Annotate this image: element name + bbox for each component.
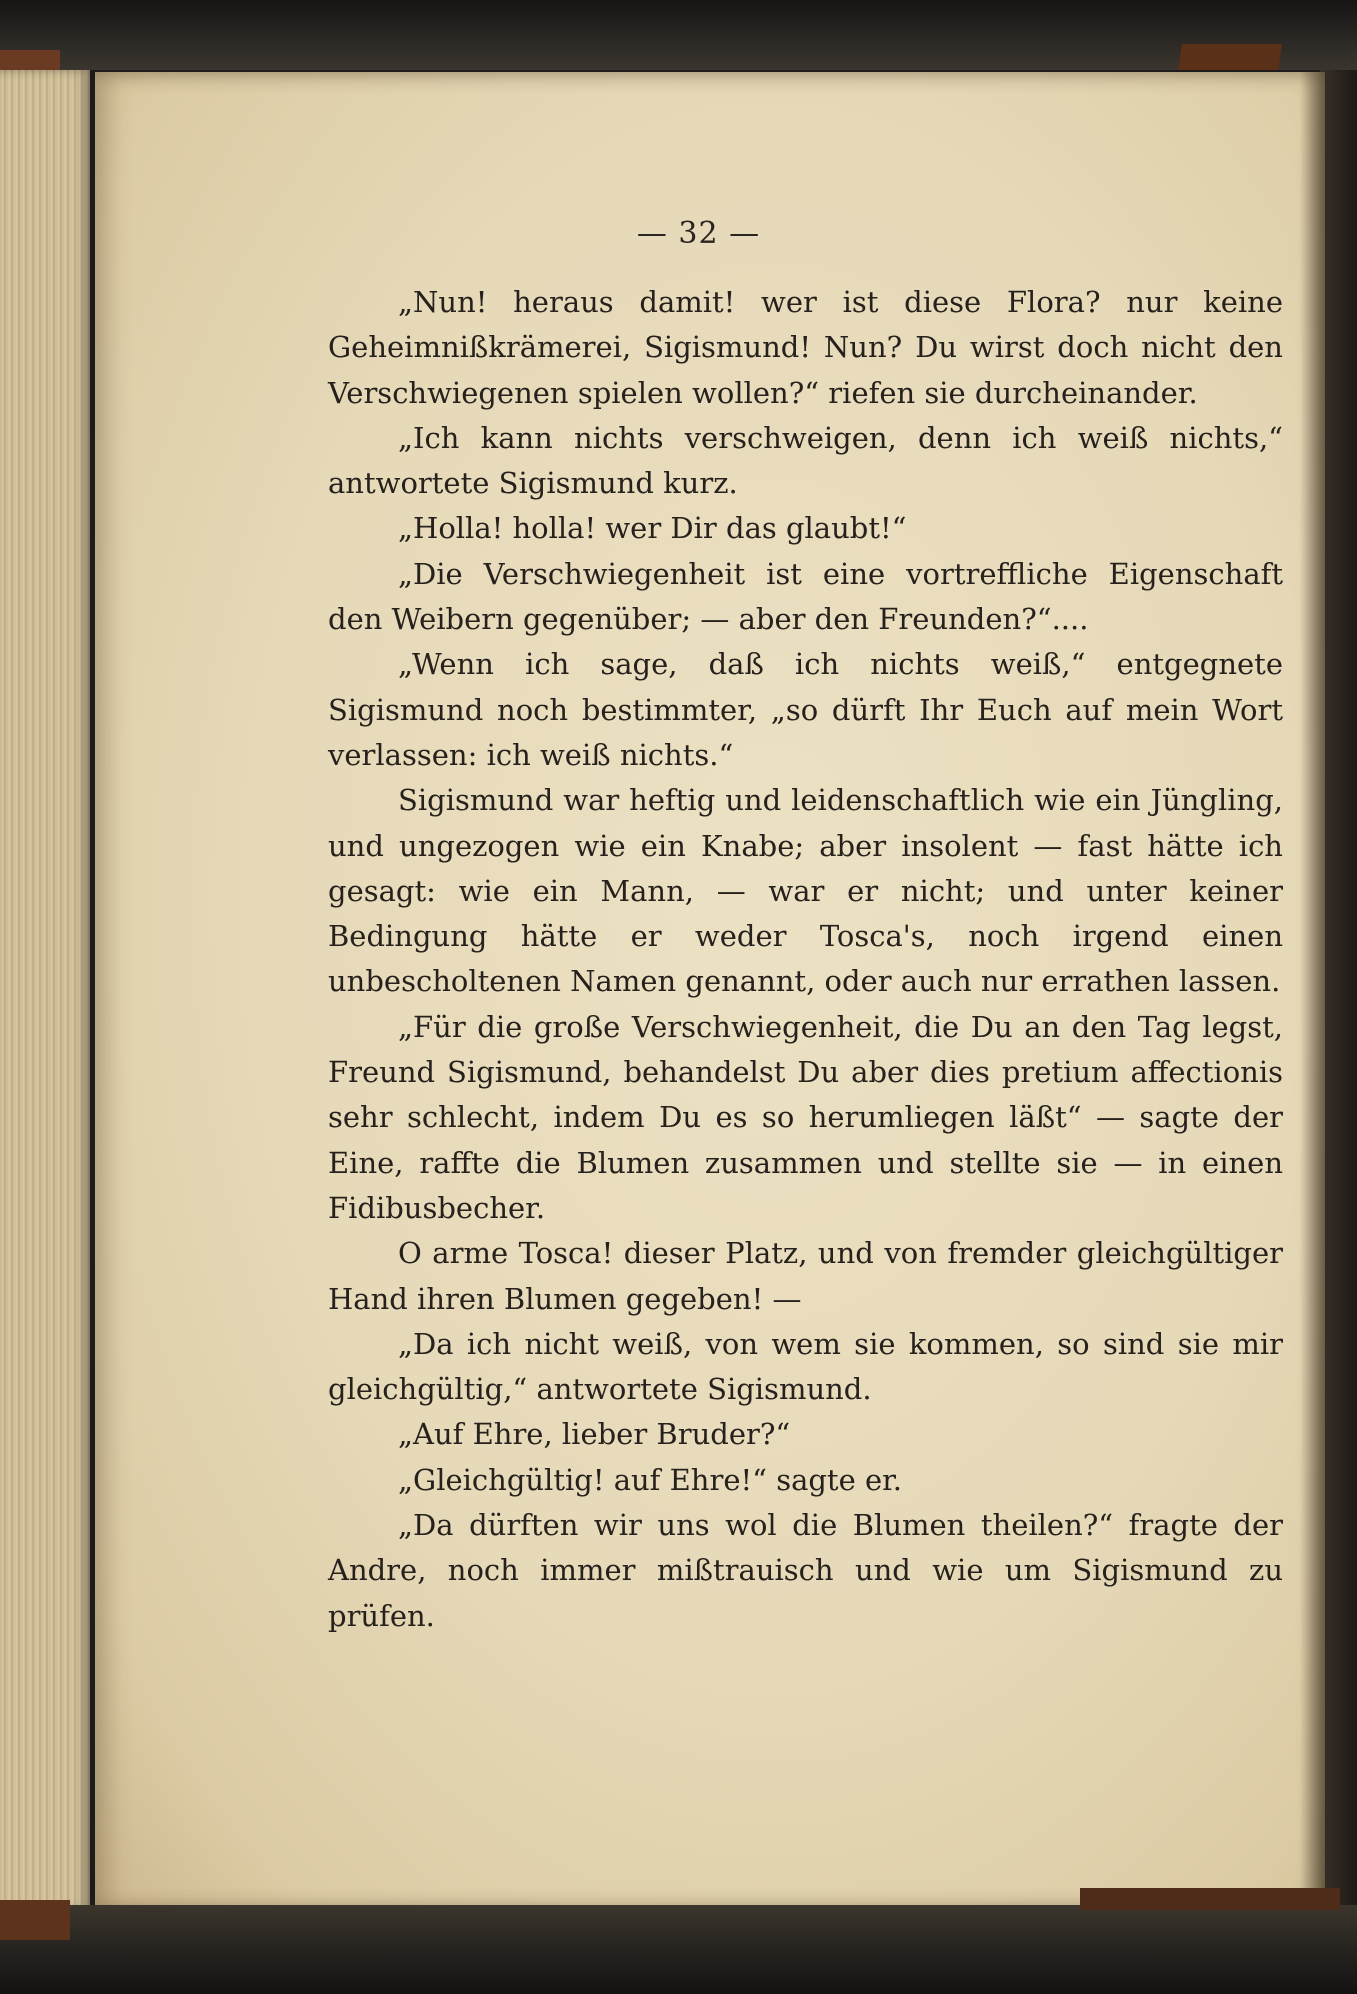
- book-binding-top: [0, 0, 1357, 70]
- book-cover-right: [1320, 70, 1357, 1910]
- paragraph: „Gleichgültig! auf Ehre!“ sagte er.: [398, 1462, 903, 1497]
- book-binding-bottom: [0, 1905, 1357, 1994]
- body-text: [328, 280, 1283, 1639]
- paragraph: „Auf Ehre, lieber Bruder?“: [398, 1417, 791, 1452]
- paragraph: „Ich kann nichts verschweigen, denn ich weiß nichts,“ antwortete Sigismund kurz.: [328, 420, 1283, 501]
- paragraph: O arme Tosca! dieser Platz, und von fremder gleichgültiger Hand ihren Blumen gegeben! —: [328, 1236, 1283, 1316]
- page-edges-left: [0, 70, 90, 1910]
- leather-bottom-right: [1080, 1888, 1340, 1910]
- paragraph: „Wenn ich sage, daß ich nichts weiß,“ entgegnete Sigismund noch bestimmter, „so dürft Ihr Euch auf mein Wort verlassen: ich weiß nichts.“: [328, 647, 1283, 772]
- paragraph: „Nun! heraus damit! wer ist diese Flora? nur keine Geheimnißkrämerei, Sigismund! Nun? Du wirst doch nicht den Verschwiegenen spielen wollen?“ riefen sie durcheinander.: [328, 285, 1283, 410]
- paragraph: „Da ich nicht weiß, von wem sie kommen, so sind sie mir gleichgültig,“ antwortete Sigismund.: [328, 1326, 1283, 1407]
- page-number: — 32 —: [636, 216, 761, 251]
- page-gutter-shadow: [1300, 72, 1325, 1910]
- paragraph: Sigismund war heftig und leidenschaftlich wie ein Jüngling, und ungezogen wie ein Knabe; aber insolent — fast hätte ich gesagt: wie ein Mann, — war er nicht; und unter keiner Bedingung hätte er weder Tosca's, noch irgend einen unbescholtenen Namen genannt, oder auch nur errathen lassen.: [328, 783, 1283, 999]
- paragraph: „Für die große Verschwiegenheit, die Du an den Tag legst, Freund Sigismund, behandelst Du aber dies pretium affectionis sehr schlecht, indem Du es so herumliegen läßt“ — sagte der Eine, raffte die Blumen zusammen und stellte sie — in einen Fidibusbecher.: [328, 1009, 1283, 1225]
- paragraph: „Da dürften wir uns wol die Blumen theilen?“ fragte der Andre, noch immer mißtrauisch und wie um Sigismund zu prüfen.: [328, 1508, 1283, 1633]
- paragraph: „Die Verschwiegenheit ist eine vortreffliche Eigenschaft den Weibern gegenüber; — aber den Freunden?“....: [328, 556, 1283, 637]
- leather-corner-right: [1178, 44, 1282, 70]
- paragraph: „Holla! holla! wer Dir das glaubt!“: [398, 511, 907, 546]
- leather-bottom-left: [0, 1900, 70, 1940]
